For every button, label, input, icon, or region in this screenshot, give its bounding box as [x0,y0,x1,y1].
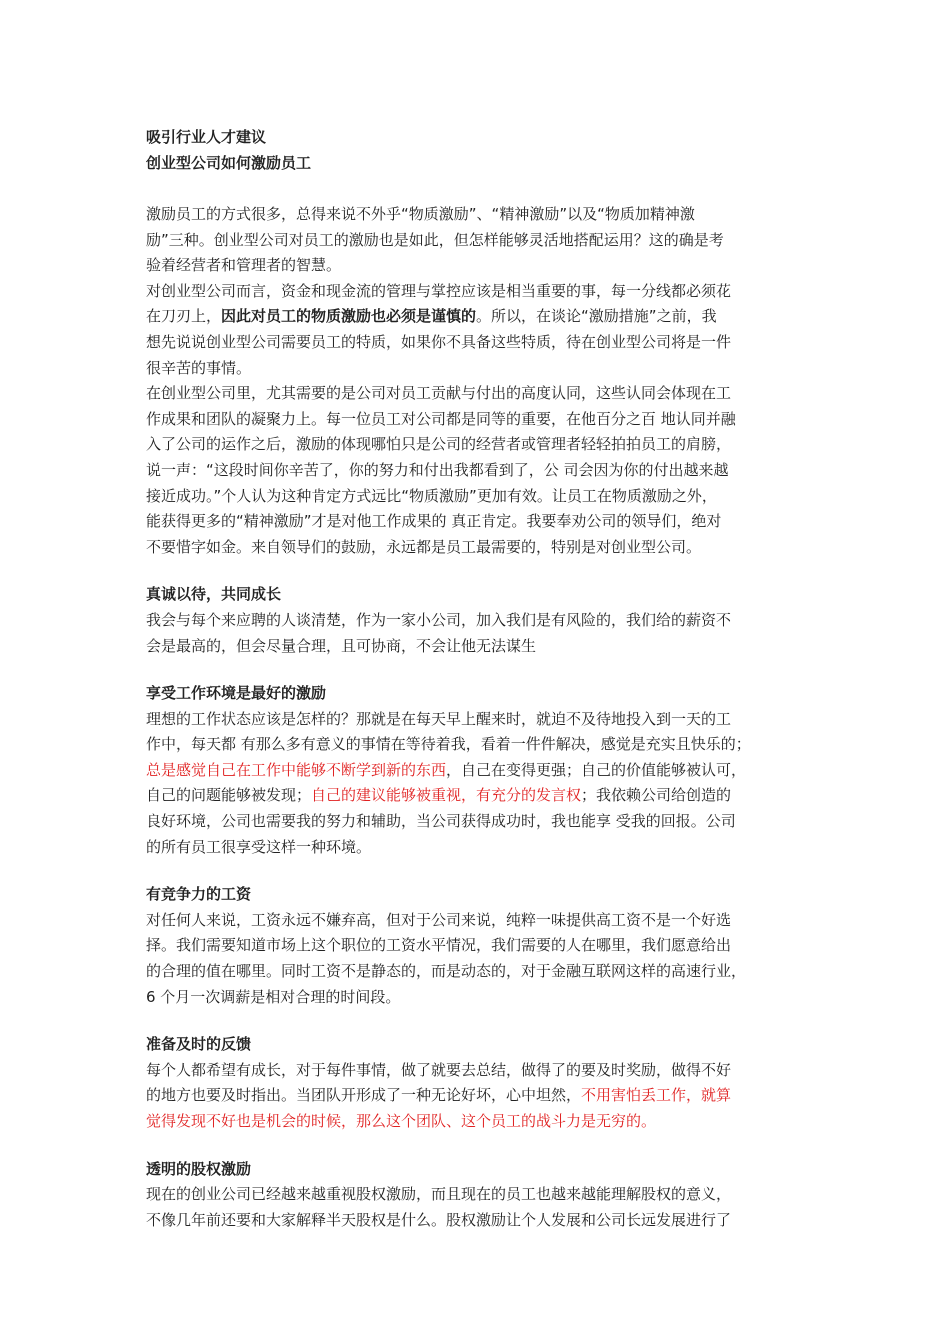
section-line [146,1083,811,1109]
red-highlight: 不用害怕丢工作，就算 [581,1086,732,1105]
section-line: 择。我们需要知道市场上这个职位的工资水平情况，我们需要的人在哪里，我们愿意给出 [146,936,732,955]
section-line [146,783,811,809]
spacer [146,560,811,582]
section-line: 现在的创业公司已经越来越重视股权激励，而且现在的员工也越来越能理解股权的意义， [146,1185,732,1204]
section-line [146,758,811,784]
red-highlight: 总是感觉自己在工作中能够不断学到新的东西 [146,760,447,779]
section-heading: 真诚以待，共同成长 [146,585,282,604]
intro-line: 能获得更多的“精神激励”才是对他工作成果的 真正肯定。我要奉劝公司的领导们，绝对 [146,512,722,531]
intro-text: 。所以，在谈论“激励措施”之前，我 [476,307,717,326]
intro-line: 想先说说创业型公司需要员工的特质，如果你不具备这些特质，待在创业型公司将是一件 [146,332,732,351]
section-heading: 有竞争力的工资 [146,885,252,904]
doc-title: 吸引行业人才建议 [146,128,267,146]
spacer [146,1135,811,1157]
section-line: 的所有员工很享受这样一种环境。 [146,837,372,856]
section-text: 的地方也要及时指出。当团队开形成了一种无论好坏，心中坦然， [146,1086,582,1105]
section-line: 不像几年前还要和大家解释半天股权是什么。股权激励让个人发展和公司长远发展进行了 [146,1210,732,1229]
section-line: 6 个月一次调薪是相对合理的时间段。 [146,987,401,1006]
section-line: 会是最高的，但会尽量合理，且可协商，不会让他无法谋生 [146,636,537,655]
intro-line: 作成果和团队的凝聚力上。每一位员工对公司都是同等的重要，在他百分之百 地认同并融 [146,409,736,428]
red-highlight: 自己的建议能够被重视，有充分的发言权 [311,786,582,805]
section-salary [146,882,811,1010]
intro-line: 励”三种。创业型公司对员工的激励也是如此，但怎样能够灵活地搭配运用？这的确是考 [146,230,724,249]
section-text: ；我依赖公司给创造的 [581,786,732,805]
section-equity [146,1157,811,1234]
intro-line: 激励员工的方式很多，总得来说不外乎“物质激励”、“精神激励”以及“物质加精神激 [146,205,695,223]
section-heading: 透明的股权激励 [146,1159,252,1178]
section-sincerity [146,582,811,659]
bold-emphasis: 因此对员工的物质激励也必须是谨慎的 [221,307,477,326]
section-line: 良好环境，公司也需要我的努力和辅助，当公司获得成功时，我也能享 受我的回报。公司 [146,812,736,831]
intro-line: 说一声：“这段时间你辛苦了，你的努力和付出我都看到了，公 司会因为你的付出越来越 [146,460,729,479]
section-line: 每个人都希望有成长，对于每件事情，做了就要去总结，做得了的要及时奖励，做得不好 [146,1060,732,1079]
section-line: 对任何人来说，工资永远不嫌弃高，但对于公司来说，纯粹一味提供高工资不是一个好选 [146,910,732,929]
document-body [146,124,811,1233]
spacer [146,1010,811,1032]
section-line: 的合理的值在哪里。同时工资不是静态的，而是动态的，对于金融互联网这样的高速行业， [146,962,747,981]
spacer [146,176,811,202]
red-highlight-line: 觉得发现不好也是机会的时候，那么这个团队、这个员工的战斗力是无穷的。 [146,1112,657,1130]
intro-line [146,304,811,330]
section-line: 我会与每个来应聘的人谈清楚，作为一家小公司，加入我们是有风险的，我们给的薪资不 [146,610,732,629]
spacer [146,860,811,882]
intro-line: 不要惜字如金。来自领导们的鼓励，永远都是员工最需要的，特别是对创业型公司。 [146,537,702,556]
intro-line: 对创业型公司而言，资金和现金流的管理与掌控应该是相当重要的事，每一分线都必须花 [146,281,732,300]
section-text: ，自己在变得更强；自己的价值能够被认可， [446,760,747,779]
spacer [146,659,811,681]
intro-line: 很辛苦的事情。 [146,358,252,377]
section-heading: 享受工作环境是最好的激励 [146,684,327,703]
section-line: 作中，每天都 有那么多有意义的事情在等待着我，看着一件件解决，感觉是充实且快乐的； [146,735,751,754]
intro-line: 验着经营者和管理者的智慧。 [146,256,342,275]
section-feedback [146,1032,811,1134]
section-heading: 准备及时的反馈 [146,1035,252,1054]
doc-subtitle: 创业型公司如何激励员工 [146,154,312,172]
intro-line: 接近成功。”个人认为这种肯定方式远比“物质激励”更加有效。让员工在物质激励之外， [146,486,717,505]
intro-section [146,202,811,560]
section-text: 自己的问题能够被发现； [146,786,312,805]
intro-line: 入了公司的运作之后，激励的体现哪怕只是公司的经营者或管理者轻轻拍拍员工的肩膀， [146,435,732,454]
intro-text: 在刀刃上， [146,307,222,326]
section-environment [146,681,811,860]
section-line: 理想的工作状态应该是怎样的？那就是在每天早上醒来时，就迫不及待地投入到一天的工 [146,709,732,728]
intro-line: 在创业型公司里，尤其需要的是公司对员工贡献与付出的高度认同，这些认同会体现在工 [146,384,732,403]
